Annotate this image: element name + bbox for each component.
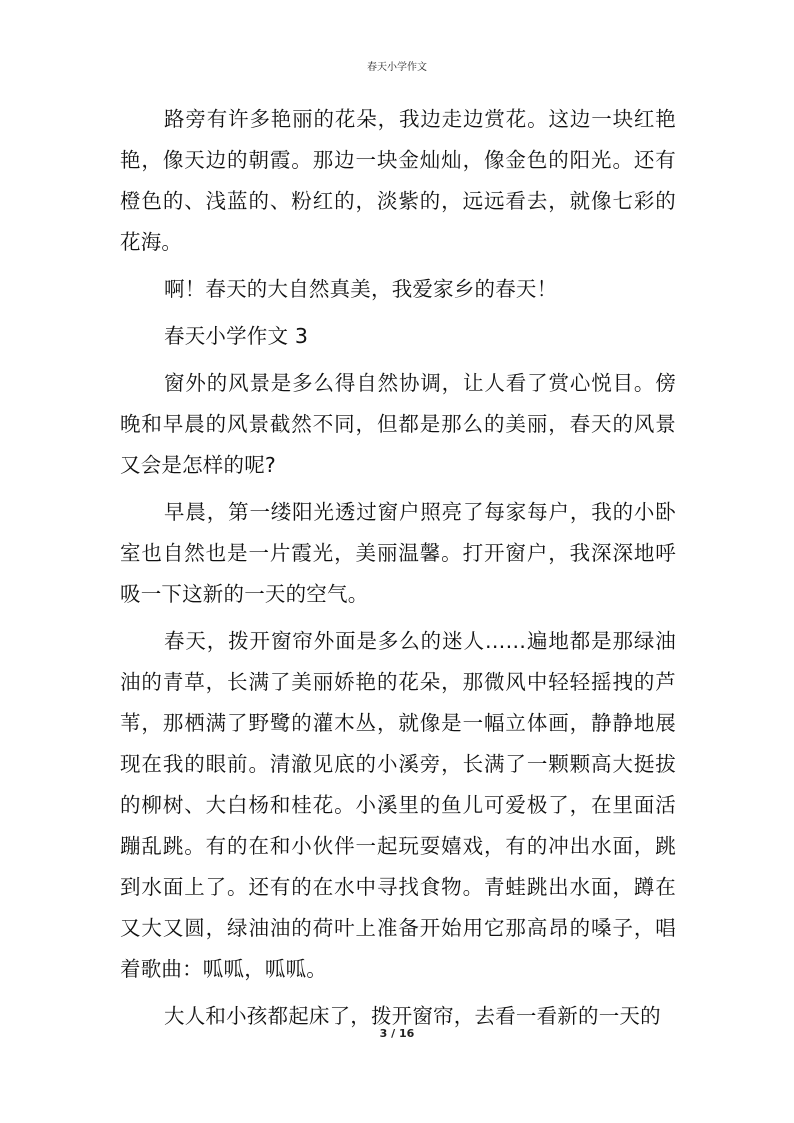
paragraph-exclamation: 啊！春天的大自然真美，我爱家乡的春天！ (164, 277, 558, 301)
paragraph-window-scenery: 窗外的风景是多么得自然协调，让人看了赏心悦目。傍晚和早晨的风景截然不同，但都是那么的美丽，春天的风景又会是怎样的呢? (120, 371, 676, 477)
document-body (120, 99, 676, 1037)
paragraph-flowers: 路旁有许多艳丽的花朵，我边走边赏花。这边一块红艳艳，像天边的朝霞。那边一块金灿灿，像金色的阳光。还有橙色的、浅蓝的、粉红的，淡紫的，远远看去，就像七彩的花海。 (120, 107, 676, 254)
paragraph-morning: 早晨，第一缕阳光透过窗户照亮了每家每户，我的小卧室也自然也是一片霞光，美丽温馨。打开窗户，我深深地呼吸一下这新的一天的空气。 (120, 500, 676, 606)
paragraph-spring-outside: 春天，拨开窗帘外面是多么的迷人……遍地都是那绿油油的青草，长满了美丽娇艳的花朵，那微风中轻轻摇拽的芦苇，那栖满了野鹭的灌木丛，就像是一幅立体画，静静地展现在我的眼前。清澈见底的小溪旁，长满了一颗颗高大挺拔的柳树、大白杨和桂花。小溪里的鱼儿可爱极了，在里面活蹦乱跳。有的在和小伙伴一起玩耍嬉戏，有的冲出水面，跳到水面上了。还有的在水中寻找食物。青蛙跳出水面，蹲在又大又圆，绿油油的荷叶上准备开始用它那高昂的嗓子，唱着歌曲：呱呱，呱呱。 (120, 629, 676, 981)
paragraph-wake-up: 大人和小孩都起床了，拨开窗帘，去看一看新的一天的 (164, 1004, 661, 1028)
page-number: 3 / 16 (379, 1027, 415, 1040)
section-heading: 春天小学作文 3 (164, 324, 309, 348)
page-header: 春天小学作文 (367, 62, 427, 73)
